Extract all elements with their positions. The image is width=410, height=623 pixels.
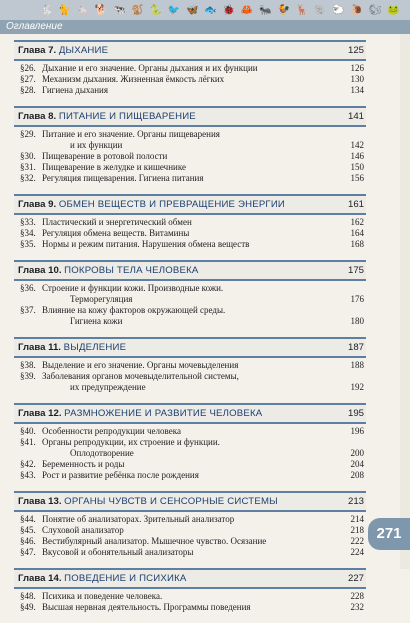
animal-icon: 🐁 bbox=[76, 4, 89, 16]
section-page: 192 bbox=[350, 382, 364, 392]
section-list bbox=[14, 127, 366, 184]
chapter-title: РАЗМНОЖЕНИЕ И РАЗВИТИЕ ЧЕЛОВЕКА bbox=[64, 408, 263, 419]
section-title: Пищеварение в желудке и кишечнике bbox=[42, 162, 186, 172]
section-number: §33. bbox=[20, 217, 36, 227]
section-list bbox=[14, 589, 366, 613]
chapter-block bbox=[14, 337, 366, 393]
section-header-band bbox=[0, 20, 410, 34]
section-title: Дыхание и его значение. Органы дыхания и их функции bbox=[42, 63, 258, 73]
section-entry[interactable] bbox=[14, 591, 366, 602]
section-entry[interactable] bbox=[14, 74, 366, 85]
chapter-heading-text bbox=[18, 570, 186, 587]
chapter-page: 125 bbox=[347, 45, 364, 56]
section-title: Гигиена кожи bbox=[70, 316, 123, 326]
section-title: Слуховой анализатор bbox=[42, 525, 124, 535]
chapter-title: ДЫХАНИЕ bbox=[58, 45, 109, 56]
chapter-page: 141 bbox=[347, 111, 364, 122]
animal-icon: 🐓 bbox=[277, 4, 290, 16]
animal-icon: 🐜 bbox=[259, 4, 272, 16]
section-number: §36. bbox=[20, 283, 36, 293]
section-entry-continuation[interactable] bbox=[14, 382, 366, 393]
section-title: и их функции bbox=[70, 140, 123, 150]
animal-icon: 🦌 bbox=[295, 4, 309, 16]
section-list bbox=[14, 424, 366, 481]
section-number: §28. bbox=[20, 85, 36, 95]
section-page: 232 bbox=[350, 602, 364, 612]
animal-icon: 🦀 bbox=[240, 4, 254, 16]
section-number: §41. bbox=[20, 437, 36, 447]
chapter-heading[interactable] bbox=[14, 568, 366, 589]
section-title: Влияние на кожу факторов окружающей среды. bbox=[42, 305, 226, 315]
section-page: 196 bbox=[350, 426, 364, 436]
section-page: 176 bbox=[350, 294, 364, 304]
section-page: 146 bbox=[350, 151, 364, 161]
section-title: Понятие об анализаторах. Зрительный анализатор bbox=[42, 514, 235, 524]
section-page: 126 bbox=[350, 63, 364, 73]
section-entry[interactable] bbox=[14, 525, 366, 536]
section-number: §26. bbox=[20, 63, 36, 73]
chapter-page: 161 bbox=[347, 199, 364, 210]
animal-icon: 🐑 bbox=[332, 4, 345, 16]
section-page: 164 bbox=[350, 228, 364, 238]
chapter-number: Глава 7. bbox=[18, 45, 57, 56]
chapter-heading[interactable] bbox=[14, 106, 366, 127]
section-page: 180 bbox=[350, 316, 364, 326]
section-title: Терморегуляция bbox=[70, 294, 133, 304]
section-number: §29. bbox=[20, 129, 36, 139]
section-entry[interactable] bbox=[14, 239, 366, 250]
top-decorative-band bbox=[0, 0, 410, 20]
section-entry-continuation[interactable] bbox=[14, 294, 366, 305]
page-number-tab bbox=[368, 518, 410, 550]
section-page: 162 bbox=[350, 217, 364, 227]
section-page: 208 bbox=[350, 470, 364, 480]
section-entry[interactable] bbox=[14, 85, 366, 96]
chapter-page: 213 bbox=[347, 496, 364, 507]
section-entry[interactable] bbox=[14, 470, 366, 481]
animal-icon: 🐞 bbox=[222, 4, 236, 16]
section-list bbox=[14, 358, 366, 393]
section-number: §32. bbox=[20, 173, 36, 183]
section-title: Психика и поведение человека. bbox=[42, 591, 163, 601]
section-number: §48. bbox=[20, 591, 36, 601]
section-title: Регуляция пищеварения. Гигиена питания bbox=[42, 173, 204, 183]
section-page: 228 bbox=[350, 591, 364, 601]
section-entry[interactable] bbox=[14, 151, 366, 162]
section-page: 156 bbox=[350, 173, 364, 183]
page-number: 271 bbox=[376, 525, 402, 542]
chapter-heading-text bbox=[18, 262, 198, 279]
section-number: §49. bbox=[20, 602, 36, 612]
animal-icon: 🐘 bbox=[313, 4, 327, 16]
section-number: §31. bbox=[20, 162, 36, 172]
animal-icon: 🐦 bbox=[167, 4, 181, 16]
section-title: Органы репродукции, их строение и функции. bbox=[42, 437, 220, 447]
chapter-number: Глава 14. bbox=[18, 573, 62, 584]
section-entry[interactable] bbox=[14, 426, 366, 437]
animal-icon: 🐟 bbox=[204, 4, 217, 16]
section-page: 168 bbox=[350, 239, 364, 249]
chapter-heading[interactable] bbox=[14, 491, 366, 512]
section-title: Вестибулярный анализатор. Мышечное чувство. Осязание bbox=[42, 536, 267, 546]
section-number: §35. bbox=[20, 239, 36, 249]
chapter-block bbox=[14, 40, 366, 96]
page-title: Оглавление bbox=[6, 21, 63, 32]
section-entry-continuation[interactable] bbox=[14, 140, 366, 151]
section-title: Рост и развитие ребёнка после рождения bbox=[42, 470, 199, 480]
chapter-title: ПОВЕДЕНИЕ И ПСИХИКА bbox=[64, 573, 187, 584]
section-title: Питание и его значение. Органы пищеварения bbox=[42, 129, 220, 139]
animal-icon: 🐄 bbox=[113, 4, 126, 16]
section-number: §37. bbox=[20, 305, 36, 315]
section-entry[interactable] bbox=[14, 602, 366, 613]
section-entry[interactable] bbox=[14, 459, 366, 470]
chapter-page: 195 bbox=[347, 408, 364, 419]
section-entry[interactable] bbox=[14, 514, 366, 525]
chapter-heading[interactable] bbox=[14, 337, 366, 358]
section-page: 200 bbox=[350, 448, 364, 458]
section-entry-continuation[interactable] bbox=[14, 316, 366, 327]
chapter-title: ВЫДЕЛЕНИЕ bbox=[63, 342, 127, 353]
chapter-block bbox=[14, 260, 366, 327]
animal-icon: 🐿 bbox=[368, 4, 382, 16]
chapter-block bbox=[14, 106, 366, 184]
animal-icon: 🐕 bbox=[94, 4, 108, 16]
section-number: §34. bbox=[20, 228, 36, 238]
section-number: §44. bbox=[20, 514, 36, 524]
section-title: Нормы и режим питания. Нарушения обмена веществ bbox=[42, 239, 250, 249]
chapter-block bbox=[14, 491, 366, 558]
chapter-heading[interactable] bbox=[14, 260, 366, 281]
section-number: §42. bbox=[20, 459, 36, 469]
section-entry[interactable] bbox=[14, 437, 366, 448]
section-entry[interactable] bbox=[14, 129, 366, 140]
section-page: 130 bbox=[350, 74, 364, 84]
chapter-block bbox=[14, 403, 366, 481]
chapter-heading-text bbox=[18, 108, 196, 125]
section-entry[interactable] bbox=[14, 162, 366, 173]
section-entry[interactable] bbox=[14, 536, 366, 547]
section-entry[interactable] bbox=[14, 283, 366, 294]
section-page: 218 bbox=[350, 525, 364, 535]
section-page: 224 bbox=[350, 547, 364, 557]
section-title: Оплодотворение bbox=[70, 448, 134, 458]
section-page: 222 bbox=[350, 536, 364, 546]
chapter-number: Глава 9. bbox=[18, 199, 57, 210]
animal-icon: 🐍 bbox=[149, 4, 163, 16]
section-entry[interactable] bbox=[14, 547, 366, 558]
animal-icon: 🐈 bbox=[58, 4, 71, 16]
animal-icon: 🐸 bbox=[387, 4, 400, 16]
chapter-title: ОБМЕН ВЕЩЕСТВ И ПРЕВРАЩЕНИЕ ЭНЕРГИИ bbox=[58, 199, 286, 210]
section-entry-continuation[interactable] bbox=[14, 448, 366, 459]
chapter-heading[interactable] bbox=[14, 194, 366, 215]
chapter-block bbox=[14, 194, 366, 250]
section-number: §47. bbox=[20, 547, 36, 557]
section-list bbox=[14, 281, 366, 327]
chapter-page: 227 bbox=[347, 573, 364, 584]
section-title: Заболевания органов мочевыделительной системы, bbox=[42, 371, 239, 381]
section-number: §30. bbox=[20, 151, 36, 161]
animal-icon: 🐇 bbox=[40, 4, 53, 16]
chapter-number: Глава 8. bbox=[18, 111, 57, 122]
section-page: 134 bbox=[350, 85, 364, 95]
chapter-page: 175 bbox=[347, 265, 364, 276]
section-title: Пластический и энергетический обмен bbox=[42, 217, 192, 227]
chapter-heading[interactable] bbox=[14, 40, 366, 61]
section-entry[interactable] bbox=[14, 305, 366, 316]
chapter-title: ПИТАНИЕ И ПИЩЕВАРЕНИЕ bbox=[58, 111, 196, 122]
section-list bbox=[14, 512, 366, 558]
section-title: Механизм дыхания. Жизненная ёмкость лёгких bbox=[42, 74, 225, 84]
chapter-heading-text bbox=[18, 405, 262, 422]
section-entry[interactable] bbox=[14, 63, 366, 74]
chapter-number: Глава 10. bbox=[18, 265, 62, 276]
chapter-heading-text bbox=[18, 42, 108, 59]
section-list bbox=[14, 215, 366, 250]
chapter-number: Глава 11. bbox=[18, 342, 61, 353]
section-number: §38. bbox=[20, 360, 36, 370]
section-title: Беременность и роды bbox=[42, 459, 125, 469]
section-title: Регуляция обмена веществ. Витамины bbox=[42, 228, 190, 238]
section-entry[interactable] bbox=[14, 371, 366, 382]
section-entry[interactable] bbox=[14, 217, 366, 228]
chapter-heading-text bbox=[18, 493, 278, 510]
section-title: Строение и функции кожи. Производные кожи. bbox=[42, 283, 224, 293]
animal-icon: 🦋 bbox=[186, 4, 199, 16]
section-page: 188 bbox=[350, 360, 364, 370]
section-entry[interactable] bbox=[14, 173, 366, 184]
section-number: §45. bbox=[20, 525, 36, 535]
section-number: §46. bbox=[20, 536, 36, 546]
section-page: 214 bbox=[350, 514, 364, 524]
chapter-block bbox=[14, 568, 366, 613]
section-page: 142 bbox=[350, 140, 364, 150]
section-title: Особенности репродукции человека bbox=[42, 426, 181, 436]
chapter-heading-text bbox=[18, 339, 126, 356]
chapter-page: 187 bbox=[347, 342, 364, 353]
section-title: Пищеварение в ротовой полости bbox=[42, 151, 168, 161]
table-of-contents bbox=[14, 40, 366, 623]
animal-icon: 🐌 bbox=[350, 4, 363, 16]
section-page: 204 bbox=[350, 459, 364, 469]
chapter-title: ОРГАНЫ ЧУВСТВ И СЕНСОРНЫЕ СИСТЕМЫ bbox=[64, 496, 278, 507]
chapter-number: Глава 13. bbox=[18, 496, 62, 507]
section-number: §27. bbox=[20, 74, 36, 84]
section-entry[interactable] bbox=[14, 228, 366, 239]
animal-silhouettes-strip bbox=[40, 3, 400, 17]
section-title: Высшая нервная деятельность. Программы поведения bbox=[42, 602, 251, 612]
section-number: §40. bbox=[20, 426, 36, 436]
chapter-heading[interactable] bbox=[14, 403, 366, 424]
animal-icon: 🐒 bbox=[131, 4, 144, 16]
section-number: §43. bbox=[20, 470, 36, 480]
section-title: Вкусовой и обонятельный анализаторы bbox=[42, 547, 194, 557]
section-entry[interactable] bbox=[14, 360, 366, 371]
section-title: Гигиена дыхания bbox=[42, 85, 109, 95]
page-edge bbox=[400, 34, 410, 569]
section-title: их предупреждение bbox=[70, 382, 146, 392]
chapter-title: ПОКРОВЫ ТЕЛА ЧЕЛОВЕКА bbox=[64, 265, 199, 276]
section-page: 150 bbox=[350, 162, 364, 172]
section-number: §39. bbox=[20, 371, 36, 381]
chapter-heading-text bbox=[18, 196, 285, 213]
section-list bbox=[14, 61, 366, 96]
chapter-number: Глава 12. bbox=[18, 408, 62, 419]
section-title: Выделение и его значение. Органы мочевыделения bbox=[42, 360, 239, 370]
